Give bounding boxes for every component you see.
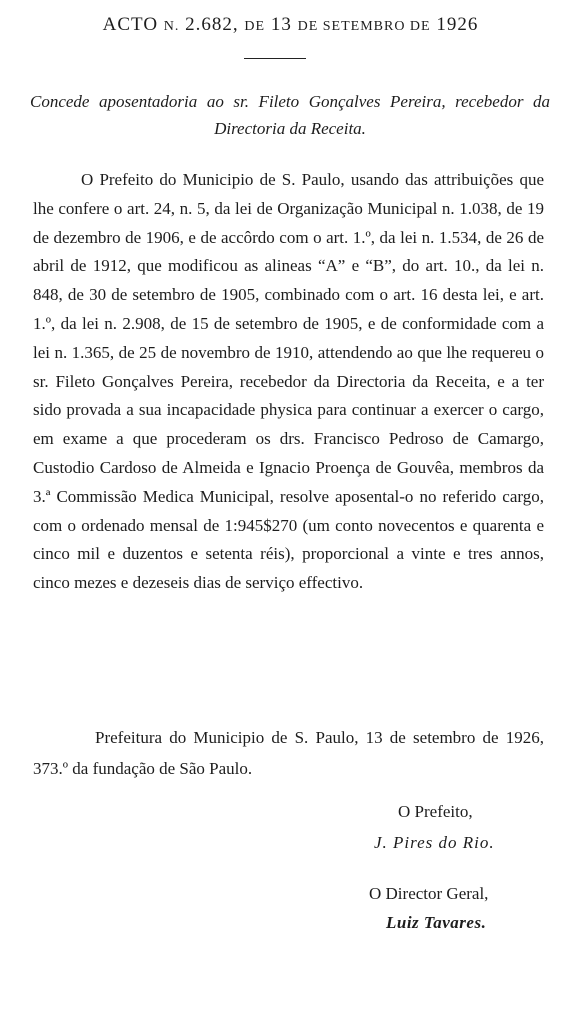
title-month: DE SETEMBRO DE — [297, 19, 431, 34]
title-de: DE — [244, 19, 266, 34]
body-paragraph: O Prefeito do Municipio de S. Paulo, usando das attribuições que lhe confere o art. 24, n. 5, da lei de Organização Municipal n. 1.038, de 19 de dezembro de 1906, e de accôrdo com o art. 1.º, da lei n. 1.534, de 26 de abril de 1912, que modificou as alineas “A” e “B”, do art. 10., da lei n. 848, de 30 de setembro de 1905, combinado com o art. 16 desta lei, e art. 1.º, da lei n. 2.908, de 15 de setembro de 1905, e de conformidade com a lei n. 1.365, de 25 de novembro de 1910, attendendo ao que lhe requereu o sr. Fileto Gonçalves Pereira, recebedor da Directoria da Receita, e a ter sido provada a sua incapacidade physica para continuar a exercer o cargo, em exame a que procederam os drs. Francisco Pedroso de Camargo, Custodio Cardoso de Almeida e Ignacio Proença de Gouvêa, membros da 3.ª Commissão Medica Municipal, resolve aposental-o no referido cargo, com o ordenado mensal de 1:945$270 (um conto novecentos e quarenta e cinco mil e duzentos e setenta réis), proporcional a vinte e tres annos, cinco mezes e dezeseis dias de serviço effectivo. — [33, 170, 544, 593]
director-title: O Director Geral, — [369, 884, 489, 903]
title-day: 13 — [265, 14, 298, 35]
prefeito-name: J. Pires do Rio. — [374, 833, 495, 852]
document-title — [0, 14, 581, 36]
title-n: N. — [163, 19, 180, 34]
title-year: 1926 — [430, 14, 479, 35]
prefeito-title: O Prefeito, — [398, 802, 473, 821]
title-acto: ACTO — [102, 14, 164, 35]
closing-paragraph: Prefeitura do Municipio de S. Paulo, 13 de setembro de 1926, 373.º da fundação de São Paulo. — [33, 728, 544, 778]
director-name: Luiz Tavares. — [386, 913, 487, 932]
title-divider — [244, 58, 306, 59]
title-number: 2.682, — [179, 14, 245, 35]
document-subtitle: Concede aposentadoria ao sr. Fileto Gonçalves Pereira, recebedor da Directoria da Receita. — [30, 92, 550, 138]
